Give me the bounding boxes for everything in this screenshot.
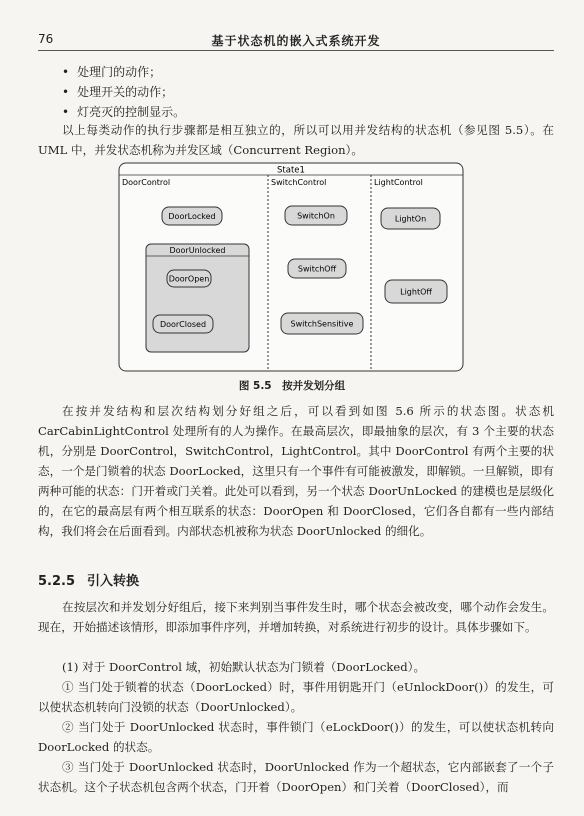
figure-caption: 图 5.5 按并发划分组 (238, 380, 346, 392)
state1-label: State1 (277, 165, 305, 176)
state-doorlocked-label: DoorLocked (168, 212, 216, 221)
section-number: 5.2.5 (38, 574, 76, 589)
description-paragraph: 在按并发结构和层次结构划分好组之后，可以看到如图 5.6 所示的状态图。状态机 CarCabinLightControl 处理所有的人为操作。在最高层次，即最抽象的层次，有 3 个主要的状态机，分别是 DoorControl，SwitchControl，LightControl。其中 DoorControl 有两个主要的状态，一个是门锁着的状态 DoorLocked，这里只有一个事件有可能被激发，即解锁。一旦解锁，即有两种可能的状态：门开着或门关着。此处可以看到，另一个状态 DoorUnLocked 的建模也是层级化的，在它的最高层有两个相互联系的状态：DoorOpen 和 DoorClosed，它们各自都有一些内部结构，我们将会在后面看到。内部状态机被称为状态 DoorUnlocked 的细化。 (38, 404, 554, 538)
page-number: 76 (38, 32, 54, 46)
state-lighton-label: LightOn (394, 214, 427, 224)
step-item: ① 当门处于锁着的状态（DoorLocked）时，事件用钥匙开门（eUnlockDoor()）的发生，可以使状态机转向门没锁的状态（DoorUnlocked）。 (38, 680, 554, 714)
section-heading (38, 570, 139, 589)
step-item: ② 当门处于 DoorUnlocked 状态时，事件锁门（eLockDoor()）的发生，可以使状态机转向 DoorLocked 的状态。 (38, 720, 554, 754)
transition-paragraph: 在按层次和并发划分好组后，接下来判别当事件发生时，哪个状态会被改变，哪个动作会发生。现在，开始描述该情形，即添加事件序列，并增加转换，对系统进行初步的设计。具体步骤如下。 (38, 600, 554, 634)
step-item: ③ 当门处于 DoorUnlocked 状态时，DoorUnlocked 作为一个超状态，它内部嵌套了一个子状态机。这个子状态机包含两个状态，门开着（DoorOpen）和门关着（DoorClosed），而 (38, 760, 554, 794)
state-lightoff-label: LightOff (400, 287, 432, 297)
state-doorunlocked (146, 244, 249, 352)
page-header (38, 32, 554, 51)
section-title: 引入转换 (87, 574, 140, 589)
running-title: 基于状态机的嵌入式系统开发 (211, 34, 381, 48)
bullet-list (62, 62, 185, 122)
bullet-item: • 灯亮灭的控制显示。 (62, 102, 185, 122)
state-switchon-label: SwitchOn (297, 211, 335, 221)
bullet-item: • 处理开关的动作； (62, 82, 185, 102)
state-dooropen-label: DoorOpen (168, 274, 210, 284)
state-switchoff-label: SwitchOff (297, 264, 337, 274)
region-label-lightcontrol: LightControl (374, 178, 423, 187)
step-item: (1) 对于 DoorControl 域，初始默认状态为门锁着（DoorLocked）。 (62, 660, 426, 674)
intro-paragraph: 以上每类动作的执行步骤都是相互独立的，所以可以用并发结构的状态机（参见图 5.5）。在 UML 中，并发状态机称为并发区域（Concurrent Region）。 (38, 123, 554, 157)
state-doorclosed-label: DoorClosed (159, 320, 207, 329)
state-diagram-figure (118, 162, 464, 372)
state-doorunlocked-label: DoorUnlocked (169, 246, 226, 255)
bullet-item: • 处理门的动作； (62, 62, 185, 82)
state-switchsensitive-label: SwitchSensitive (290, 319, 354, 329)
region-label-switchcontrol: SwitchControl (271, 178, 327, 187)
region-label-doorcontrol: DoorControl (122, 178, 171, 187)
